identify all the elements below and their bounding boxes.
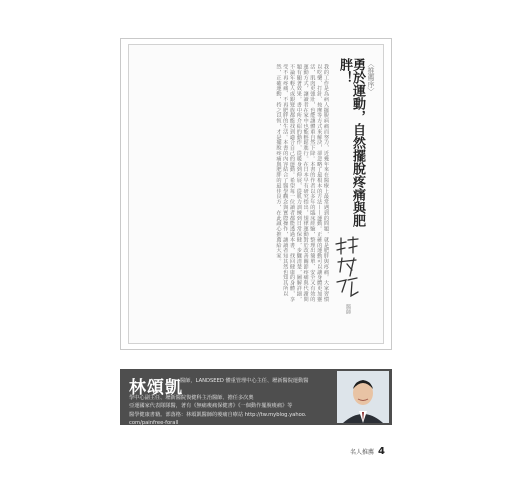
author-bio-line2: 學中心副主任、壢新醫院復健科主治醫師、擔任多次奧 [129, 395, 254, 401]
author-bio-line3: 亞運國家代表隊隊醫，著有《無痛痠痛保健書》《一個動作擺脫痠痛》等 [129, 403, 293, 410]
handwritten-signature [332, 236, 362, 302]
author-bio-line4: 醫學健康書籍。部落格：林頌凱醫師的痠痛自療站 http://tw.myblog.yahoo. [129, 411, 307, 418]
signature-caption: 醫師 [345, 304, 351, 314]
article-body: 我的工作是為病人擺脫病痛而努力，近幾年來在醫療上最常遇到的問題，就是肥胖與疼痛。大家習慣以吃藥、打針、按摩等方式來解決，卻忽略了最根本的方法——運動。正確的運動可以讓身體更加靈活，肌肉更強壯，也能讓體重自然下降。本書的作者以多年的臨床經驗，整理出簡單、安全又有效的運動方式，讓讀者在家中也能輕鬆進行。在日本早有研究指出，規律運動對於改善關節疼痛與代謝問題有顯著效果。書中所介紹的動作，從暖身到伸展，從肌力訓練到日常保健，步驟清楚，圖解詳細，不論年輕人或銀髮族都能找到適合自己的運動。希望每一位讀者都能透過本書，找回健康的身體，享受不再疼痛、不再肥胖的生活。本書的內容結合了醫學觀念與實際操作，讓讀者知其然也知其所以然，正確運動，持之以恆，才是擺脫疼痛與肥胖的最佳良方，在此誠心推薦給大家。 [275, 64, 329, 302]
page-number: 4 [378, 446, 385, 457]
article-title: 勇於運動，自然擺脫疼痛與肥胖！ [337, 58, 365, 227]
author-bio-line5: com/painfree-forall [129, 420, 179, 427]
page-footer [350, 446, 385, 457]
author-photo [337, 371, 389, 423]
author-bio-line1: 醫師，LANDSEED 體重管理中心主任、壢新醫院運動醫 [180, 378, 309, 384]
footer-label: 名人推薦 [350, 449, 375, 456]
section-tag: 〈推薦序〉 [367, 60, 375, 95]
author-name: 林頌凱 [129, 378, 183, 398]
author-bio-lines [129, 394, 339, 428]
